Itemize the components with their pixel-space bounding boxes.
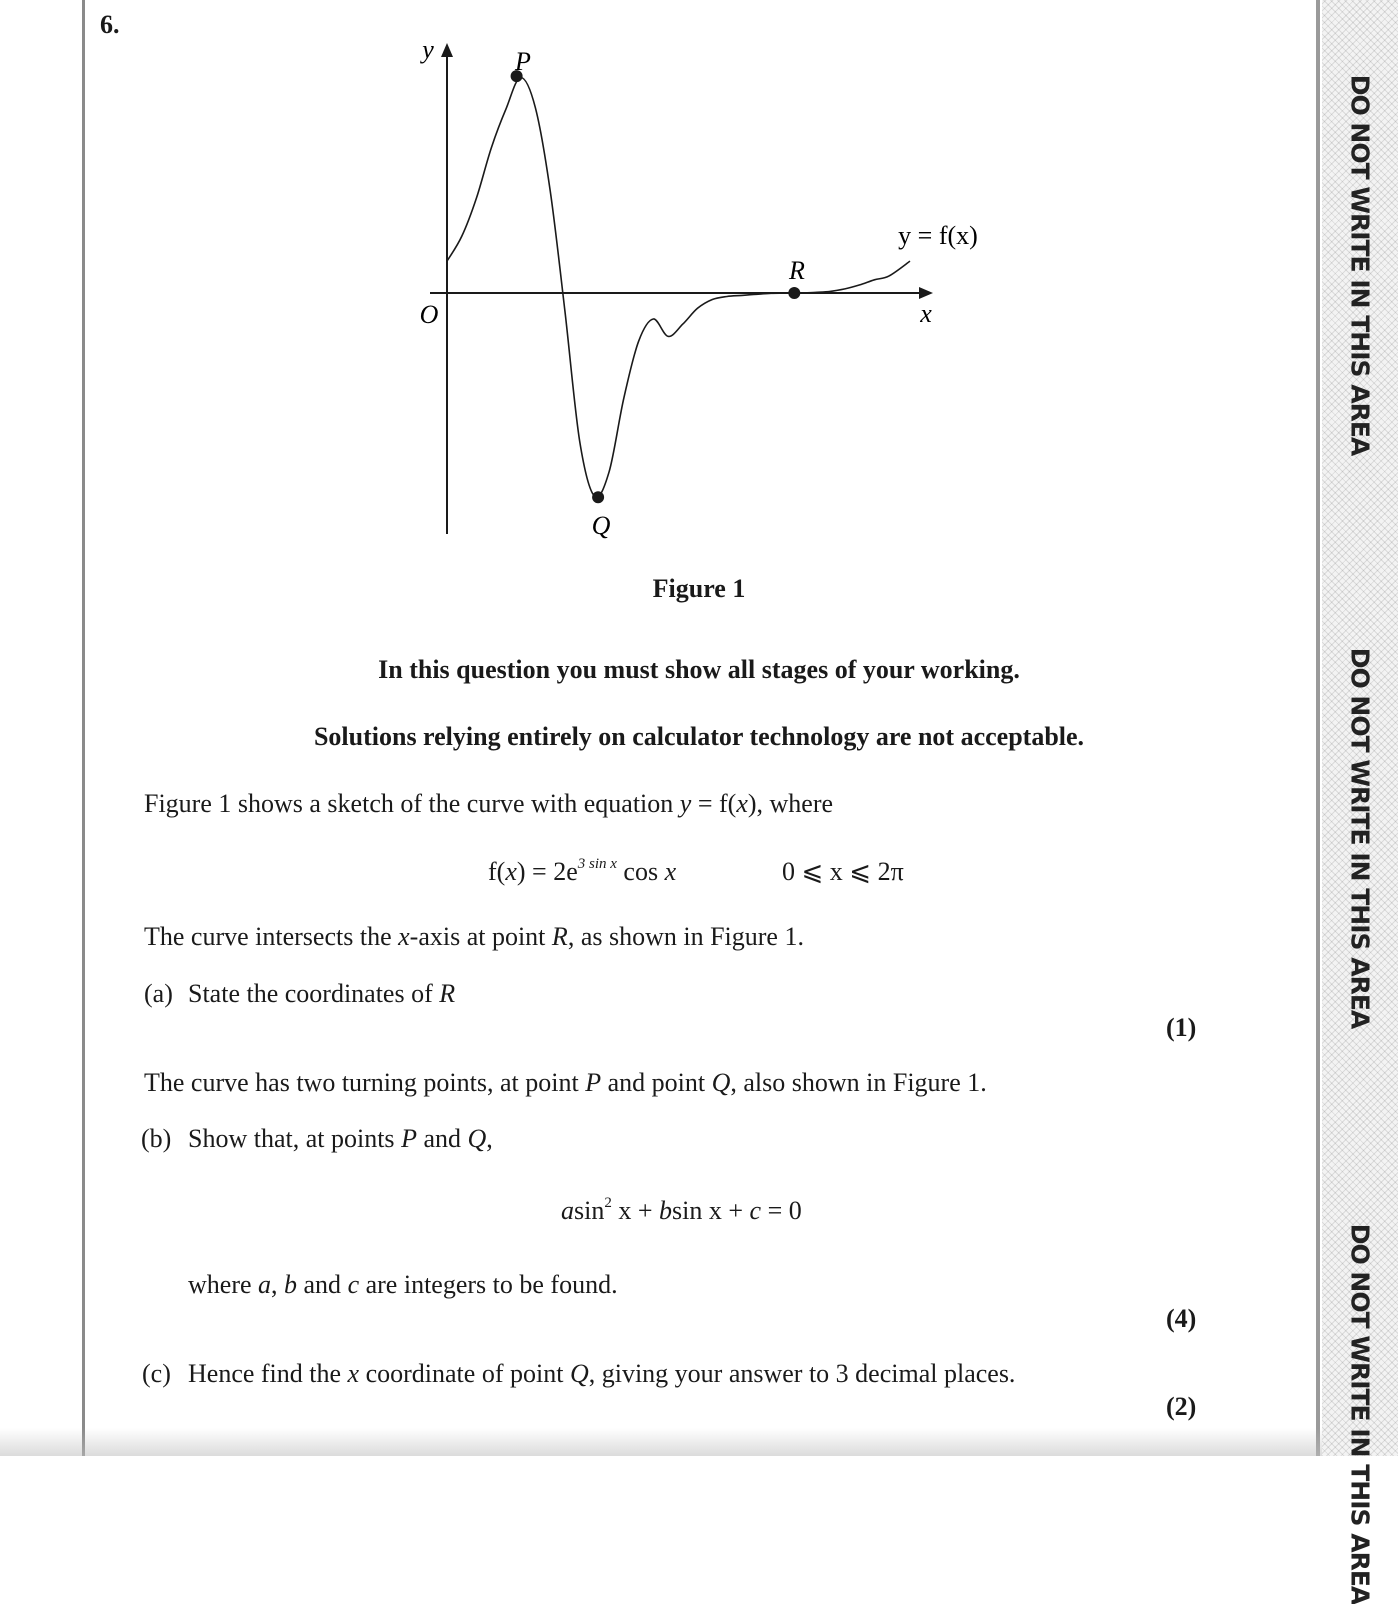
figure-caption: Figure 1 — [652, 574, 746, 603]
point-q-marker — [592, 491, 604, 503]
x-axis-label: x — [920, 299, 932, 328]
intersection-text: The curve intersects the x-axis at point R, as shown in Figure 1. — [144, 922, 804, 951]
part-c-marks: (2) — [1166, 1392, 1197, 1421]
margin-warning-1: DO NOT WRITE IN THIS AREA — [1345, 74, 1375, 456]
instruction-working: In this question you must show all stages of your working. — [378, 655, 1020, 684]
page-bottom-shadow — [0, 1428, 1322, 1456]
point-r-label: R — [789, 256, 805, 285]
y-axis-arrowhead — [441, 43, 453, 57]
x-axis-arrowhead — [919, 287, 933, 299]
curve-label: y = f(x) — [898, 221, 978, 250]
intro-text: Figure 1 shows a sketch of the curve with equation y = f(x), where — [144, 789, 834, 818]
part-b-where: where a, b and c are integers to be found. — [188, 1270, 618, 1299]
part-b-equation: asin$^2$ x + bsin x + c = 0 — [561, 1195, 802, 1225]
margin-warning-3: DO NOT WRITE IN THIS AREA — [1345, 1223, 1375, 1604]
curve-y-equals-f-x — [447, 77, 910, 497]
point-p-label: P — [515, 47, 531, 76]
point-r-marker — [788, 287, 800, 299]
point-q-label: Q — [591, 511, 611, 540]
function-definition: $f(x) = 2e^{3 sin x}$ cos x — [488, 856, 677, 886]
margin-warning-2: DO NOT WRITE IN THIS AREA — [1345, 647, 1375, 1029]
instruction-calculator: Solutions relying entirely on calculator technology are not acceptable. — [313, 722, 1085, 751]
y-axis-label: y — [422, 35, 434, 64]
part-a: (a) State the coordinates of R — [144, 979, 456, 1008]
part-b: (b) Show that, at points P and Q, — [141, 1124, 493, 1153]
part-c: (c) Hence find the x coordinate of point Q, giving your answer to 3 decimal places. — [142, 1359, 1016, 1388]
figure-1-graph — [0, 0, 1398, 560]
part-a-marks: (1) — [1166, 1013, 1197, 1042]
part-b-marks: (4) — [1166, 1304, 1197, 1333]
function-domain: 0 ⩽ x ⩽ 2π — [782, 857, 904, 886]
origin-label: O — [419, 300, 439, 329]
question-number: 6. — [100, 10, 120, 39]
turning-points-text: The curve has two turning points, at point P and point Q, also shown in Figure 1. — [144, 1068, 987, 1097]
